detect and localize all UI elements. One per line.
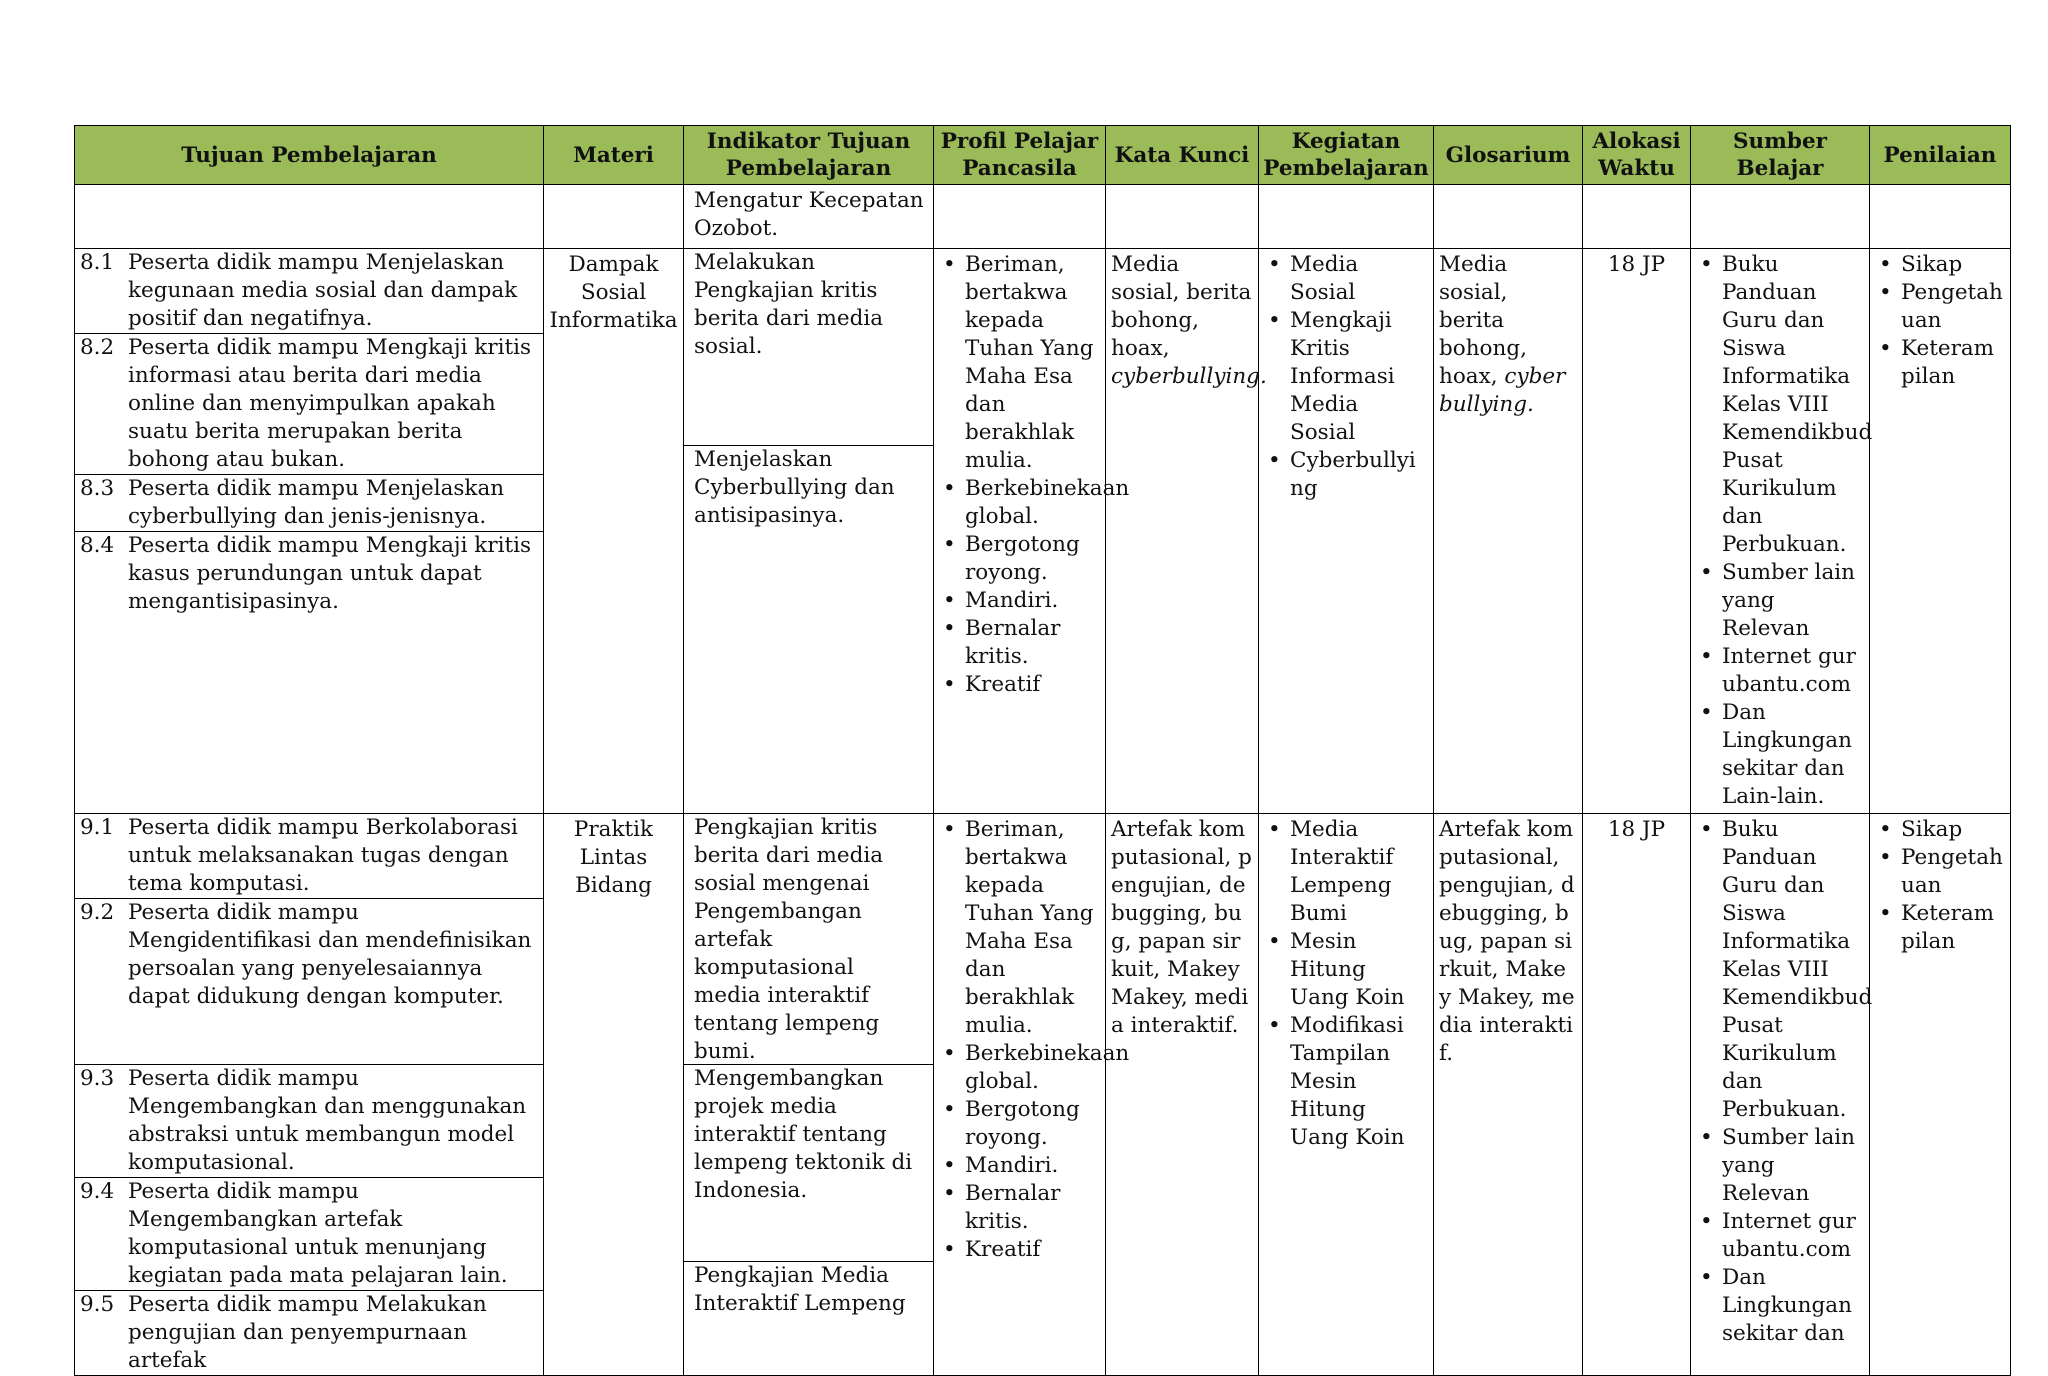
profil-list <box>939 251 1130 699</box>
table-row <box>75 249 2011 814</box>
list-item: • Bernalar kritis. <box>965 1180 1100 1236</box>
penilaian-list <box>1875 251 2005 391</box>
cell-tujuan <box>75 185 544 249</box>
indikator-item: Pengkajian Media Interaktif Lempeng <box>694 1263 906 1316</box>
list-item: • Bernalar kritis. <box>965 615 1100 671</box>
header-profil: Profil Pelajar Pancasila <box>934 126 1106 185</box>
cell-kegiatan <box>1259 185 1434 249</box>
tujuan-item: 9.3 Peserta didik mampu Mengembangkan dan menggunakan abstraksi untuk membangun model komputasional. <box>75 1065 543 1178</box>
table-row <box>75 185 2011 249</box>
cell-materi: Dampak Sosial Informatika <box>544 249 684 814</box>
kegiatan-list <box>1264 251 1428 503</box>
header-alokasi: Alokasi Waktu <box>1583 126 1691 185</box>
indikator-item: Pengkajian kritis berita dari media sosial mengenai Pengembangan artefak komputasional media interaktif tentang lempeng bumi. <box>684 814 933 1065</box>
list-item: • Buku Panduan Guru dan Siswa Informatika Kelas VIII Kemendikbud Pusat Kurikulum dan Perbukuan. <box>1722 251 1864 559</box>
list-item: • Keterampilan <box>1901 900 2005 956</box>
penilaian-list <box>1875 816 2005 956</box>
cell-kata-kunci: Media sosial, berita bohong, hoax, cyberbullying. <box>1106 249 1259 814</box>
list-item: • Beriman, bertakwa kepada Tuhan Yang Maha Esa dan berakhlak mulia. <box>965 816 1100 1040</box>
list-item: • Pengetahuan <box>1901 844 2005 900</box>
tujuan-item: 8.3 Peserta didik mampu Menjelaskan cyberbullying dan jenis-jenisnya. <box>75 475 543 532</box>
cell-materi <box>544 185 684 249</box>
profil-list <box>939 816 1130 1264</box>
cell-tujuan <box>75 249 544 814</box>
list-item: • Internet gurubantu.com <box>1722 643 1864 699</box>
header-tujuan: Tujuan Pembelajaran <box>75 126 544 185</box>
list-item: • Dan Lingkungan sekitar dan <box>1722 1264 1864 1348</box>
header-glosarium: Glosarium <box>1434 126 1583 185</box>
cell-sumber <box>1691 185 1870 249</box>
tujuan-item: 9.5 Peserta didik mampu Melakukan pengujian dan penyempurnaan artefak <box>80 1292 487 1373</box>
list-item: • Sikap <box>1901 251 2005 279</box>
cell-glosarium: Artefak komputasional, pengujian, debugging, bug, papan sirkuit, Makey Makey, media interaktif. <box>1434 814 1583 1376</box>
kegiatan-list <box>1264 816 1428 1152</box>
list-item: • Modifikasi Tampilan Mesin Hitung Uang Koin <box>1290 1012 1428 1152</box>
tujuan-item: 9.4 Peserta didik mampu Mengembangkan artefak komputasional untuk menunjang kegiatan pada mata pelajaran lain. <box>75 1178 543 1291</box>
cell-penilaian <box>1870 249 2011 814</box>
sumber-list <box>1696 816 1873 1348</box>
list-item: • Sumber lain yang Relevan <box>1722 1124 1864 1208</box>
tujuan-item: 8.1 Peserta didik mampu Menjelaskan kegunaan media sosial dan dampak positif dan negatifnya. <box>75 249 543 334</box>
cell-glosarium <box>1434 185 1583 249</box>
cell-profil <box>934 814 1130 1376</box>
list-item: • Bergotong royong. <box>965 1096 1100 1152</box>
header-materi: Materi <box>544 126 684 185</box>
cell-indikator: Mengatur Kecepatan Ozobot. <box>684 185 934 249</box>
list-item: • Media Sosial <box>1290 251 1428 307</box>
header-indikator: Indikator Tujuan Pembelajaran <box>684 126 934 185</box>
list-item: • Mesin Hitung Uang Koin <box>1290 928 1428 1012</box>
cell-materi: Praktik Lintas Bidang <box>544 814 684 1376</box>
tujuan-item: 8.2 Peserta didik mampu Mengkaji kritis informasi atau berita dari media online dan menyimpulkan apakah suatu berita merupakan berita bohong atau bukan. <box>75 334 543 475</box>
table-row <box>75 814 2011 1376</box>
list-item: • Bergotong royong. <box>965 531 1100 587</box>
list-item: • Sumber lain yang Relevan <box>1722 559 1864 643</box>
syllabus-table <box>74 125 2011 1376</box>
cell-alokasi: 18 JP <box>1583 814 1691 1376</box>
list-item: • Dan Lingkungan sekitar dan Lain-lain. <box>1722 699 1864 811</box>
cell-glosarium: Media sosial, berita bohong, hoax, cyberbullying. <box>1434 249 1583 814</box>
list-item: • Mengkaji Kritis Informasi Media Sosial <box>1290 307 1428 447</box>
list-item: • Sikap <box>1901 816 2005 844</box>
tujuan-item: 9.1 Peserta didik mampu Berkolaborasi untuk melaksanakan tugas dengan tema komputasi. <box>75 814 543 899</box>
list-item: • Media Interaktif Lempeng Bumi <box>1290 816 1428 928</box>
list-item: • Mandiri. <box>965 587 1100 615</box>
indikator-item: Melakukan Pengkajian kritis berita dari media sosial. <box>684 249 933 446</box>
tujuan-item: 8.4 Peserta didik mampu Mengkaji kritis kasus perundungan untuk dapat mengantisipasinya. <box>80 533 532 614</box>
cell-indikator <box>684 814 934 1376</box>
list-item: • Berkebinekaan global. <box>965 475 1100 531</box>
header-kata-kunci: Kata Kunci <box>1106 126 1259 185</box>
tujuan-item: 9.2 Peserta didik mampu Mengidentifikasi dan mendefinisikan persoalan yang penyelesaiannya dapat didukung dengan komputer. <box>75 899 543 1065</box>
list-item: • Beriman, bertakwa kepada Tuhan Yang Maha Esa dan berakhlak mulia. <box>965 251 1100 475</box>
cell-alokasi: 18 JP <box>1583 249 1691 814</box>
cell-profil <box>934 249 1130 814</box>
list-item: • Cyberbullying <box>1290 447 1428 503</box>
cell-profil <box>934 185 1106 249</box>
cell-alokasi <box>1583 185 1691 249</box>
cell-indikator <box>684 249 934 814</box>
cell-kegiatan <box>1259 249 1434 814</box>
indikator-item: Menjelaskan Cyberbullying dan antisipasinya. <box>694 447 895 528</box>
cell-sumber <box>1691 814 1873 1376</box>
header-row <box>75 126 2011 185</box>
cell-tujuan <box>75 814 544 1376</box>
header-sumber: Sumber Belajar <box>1691 126 1870 185</box>
cell-penilaian <box>1870 814 2011 1376</box>
sumber-list <box>1696 251 1873 811</box>
list-item: • Berkebinekaan global. <box>965 1040 1100 1096</box>
list-item: • Buku Panduan Guru dan Siswa Informatika Kelas VIII Kemendikbud Pusat Kurikulum dan Perbukuan. <box>1722 816 1864 1124</box>
cell-kegiatan <box>1259 814 1434 1376</box>
cell-sumber <box>1691 249 1873 814</box>
list-item: • Internet gurubantu.com <box>1722 1208 1864 1264</box>
cell-kata-kunci: Artefak komputasional, pengujian, debugging, bug, papan sirkuit, Makey Makey, media interaktif. <box>1106 814 1259 1376</box>
list-item: • Pengetahuan <box>1901 279 2005 335</box>
indikator-item: Mengembangkan projek media interaktif tentang lempeng tektonik di Indonesia. <box>684 1065 933 1262</box>
cell-kata-kunci <box>1106 185 1259 249</box>
list-item: • Mandiri. <box>965 1152 1100 1180</box>
list-item: • Kreatif <box>965 1236 1100 1264</box>
cell-penilaian <box>1870 185 2011 249</box>
list-item: • Keterampilan <box>1901 335 2005 391</box>
header-penilaian: Penilaian <box>1870 126 2011 185</box>
list-item: • Kreatif <box>965 671 1100 699</box>
header-kegiatan: Kegiatan Pembelajaran <box>1259 126 1434 185</box>
